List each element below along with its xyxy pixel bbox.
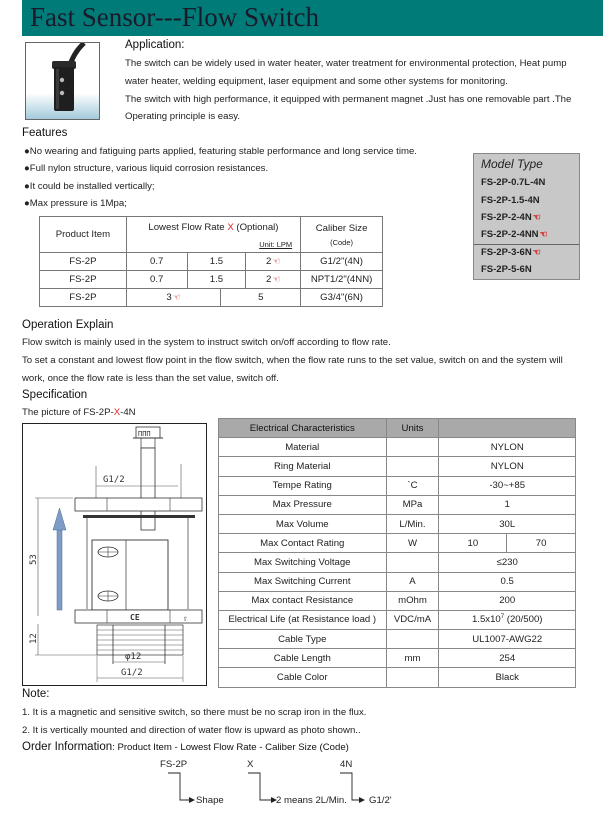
header-product-item: Product Item: [40, 217, 127, 253]
feature-item: ●No wearing and fatiguing parts applied, featuring stable performance and long service time.: [24, 146, 417, 157]
pointer-hand-icon: ☜: [272, 256, 281, 266]
table-row: Material NYLON: [219, 438, 576, 457]
dim-diameter: φ12: [125, 652, 142, 662]
order-code-flow: X: [247, 759, 254, 770]
order-code-product: FS-2P: [160, 759, 188, 770]
dim-height: 53: [29, 554, 39, 565]
model-type-title: Model Type: [481, 157, 543, 171]
dim-thread: 12: [29, 633, 39, 644]
operation-heading: Operation Explain: [22, 319, 114, 331]
application-line: The switch with high performance, it equipped with permanent magnet .Just has one removable part .The: [125, 94, 572, 105]
model-item: FS-2P-3-6N☜: [481, 247, 541, 258]
header-caliber-size: Caliber Size (Code): [301, 217, 383, 253]
page-title: Fast Sensor---Flow Switch: [30, 2, 319, 32]
arrow-up-icon: ⇧: [183, 614, 188, 623]
table-row: FS-2P 3☜ 5 G3/4"(6N): [40, 289, 383, 307]
table-row: Max contact Resistance mOhm 200: [219, 591, 576, 610]
note-heading: Note:: [22, 688, 50, 700]
table-row: Max Switching Current A 0.5: [219, 572, 576, 591]
pointer-hand-icon: ☜: [532, 212, 541, 222]
model-item: FS-2P-2-4N☜: [481, 212, 541, 223]
order-heading: Order Information: Product Item - Lowest Flow Rate - Caliber Size (Code): [22, 741, 349, 753]
unit-label: Unit: LPM: [259, 240, 293, 249]
order-meaning-product: Shape: [196, 795, 224, 806]
application-heading: Application:: [125, 39, 185, 51]
connector-pins: ΠΠΠ: [138, 430, 151, 438]
table-row: Cable Length mm 254: [219, 649, 576, 668]
table-row: Electrical Life (at Resistance load ) VDC/mA $1.5x10^7$ (20/500): [219, 610, 576, 629]
model-item: FS-2P-1.5-4N: [481, 195, 540, 206]
table-row: Ring Material NYLON: [219, 457, 576, 476]
header-characteristics: Electrical Characteristics: [219, 419, 387, 438]
operation-line: To set a constant and lowest flow point in the flow switch, when the flow rate runs to the set value, switch on and the system will: [22, 355, 563, 366]
pointer-hand-icon: ☜: [272, 274, 281, 284]
ce-mark: CE: [130, 613, 140, 622]
operation-line: Flow switch is mainly used in the system to instruct switch on/off according to flow rate.: [22, 337, 391, 348]
table-row: Max Volume L/Min. 30L: [219, 514, 576, 533]
model-item: FS-2P-5-6N: [481, 264, 532, 275]
table-row: Max Pressure MPa 1: [219, 495, 576, 514]
model-item: FS-2P-2-4NN☜: [481, 229, 548, 240]
pointer-hand-icon: ☜: [539, 229, 548, 239]
application-line: water heater, welding equipment, laser equipment and some other systems for monitoring.: [125, 76, 508, 87]
pointer-hand-icon: ☜: [532, 247, 541, 257]
feature-item: ●Full nylon structure, various liquid corrosion resistances.: [24, 163, 269, 174]
operation-line: work, once the flow rate is less than the set value, switch off.: [22, 373, 279, 384]
specification-heading: Specification: [22, 389, 88, 401]
note-line: 1. It is a magnetic and sensitive switch, so there must be no scrap iron in the flux.: [22, 707, 367, 718]
application-line: The switch can be widely used in water heater, water treatment for environmental protection, Heat pump: [125, 58, 567, 69]
note-line: 2. It is vertically mounted and direction of water flow is upward as photo shown..: [22, 725, 361, 736]
features-heading: Features: [22, 127, 68, 139]
dim-g-bottom: G1/2: [121, 668, 143, 678]
order-meaning-flow: 2 means 2L/Min.: [276, 795, 347, 806]
table-row: FS-2P 0.7 1.5 2☜ G1/2"(4N): [40, 253, 383, 271]
table-row: Tempe Rating `C -30~+85: [219, 476, 576, 495]
header-lowest-flow-rate: Lowest Flow Rate X (Optional) Unit: LPM: [126, 217, 300, 253]
picture-caption: The picture of FS-2P-X-4N: [22, 407, 136, 418]
feature-item: ●It could be installed vertically;: [24, 181, 155, 192]
table-row: Cable Type UL1007-AWG22: [219, 630, 576, 649]
pointer-hand-icon: ☜: [172, 292, 181, 302]
table-row: Max Contact Rating W 10 70: [219, 534, 576, 553]
order-code-caliber: 4N: [340, 759, 353, 770]
feature-item: ●Max pressure is 1Mpa;: [24, 198, 127, 209]
table-row: Cable Color Black: [219, 668, 576, 687]
header-units: Units: [386, 419, 439, 438]
table-row: Max Switching Voltage ≤230: [219, 553, 576, 572]
dim-g-top: G1/2: [103, 475, 125, 485]
order-meaning-caliber: G1/2': [369, 795, 392, 806]
table-row: FS-2P 0.7 1.5 2☜ NPT1/2"(4NN): [40, 271, 383, 289]
model-item: FS-2P-0.7L-4N: [481, 177, 546, 188]
application-line: Operating principle is easy.: [125, 111, 241, 122]
